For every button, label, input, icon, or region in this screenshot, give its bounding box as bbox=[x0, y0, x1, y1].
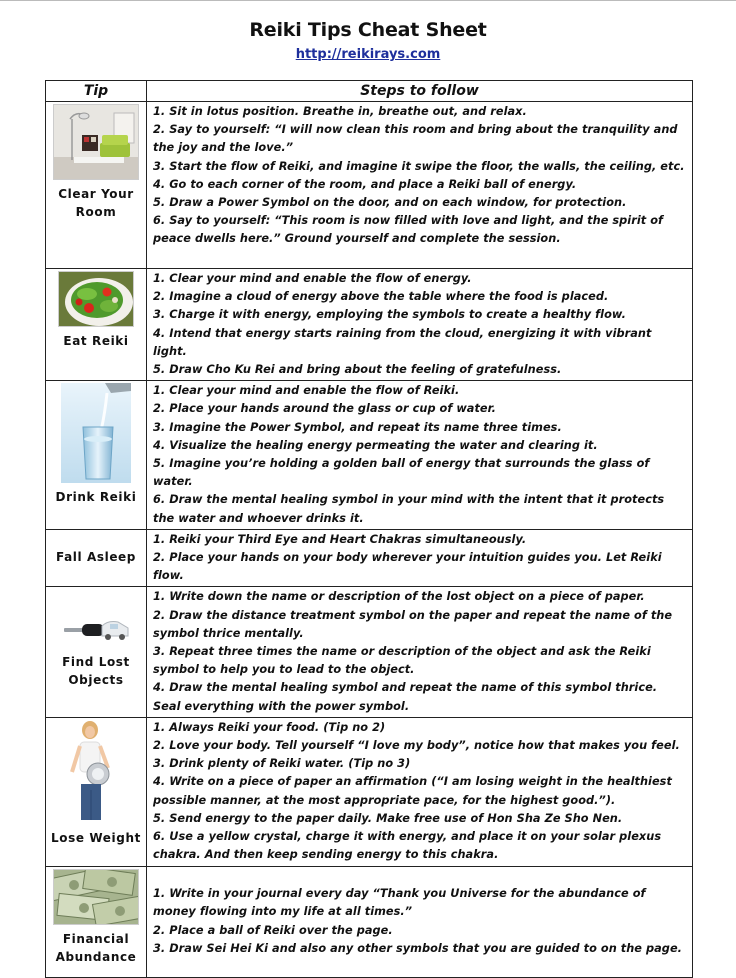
tip-label: Fall Asleep bbox=[55, 550, 136, 565]
tip-cell bbox=[46, 102, 147, 269]
step-text: 6. Say to yourself: “This room is now filled with love and light, and the spirit of peace dwells here.” Ground yourself and complete the session. bbox=[153, 214, 663, 246]
table-row bbox=[46, 269, 693, 381]
step-text: 1. Reiki your Third Eye and Heart Chakras simultaneously. bbox=[153, 532, 527, 546]
page-title: Reiki Tips Cheat Sheet bbox=[249, 19, 487, 41]
table-row bbox=[46, 529, 693, 587]
step-text: 1. Clear your mind and enable the flow of energy. bbox=[153, 272, 472, 285]
step-text: 5. Draw Cho Ku Rei and bring about the feeling of gratefulness. bbox=[153, 363, 562, 377]
step-text: 4. Visualize the healing energy permeating the water and clearing it. bbox=[153, 438, 598, 452]
step-text: 2. Place your hands around the glass or cup of water. bbox=[153, 402, 496, 416]
tip-label: Clear Your Room bbox=[58, 187, 134, 219]
tip-cell bbox=[46, 866, 147, 977]
step-text: 4. Draw the mental healing symbol and repeat the name of this symbol thrice. Seal everything with the power symbol. bbox=[153, 681, 658, 713]
table-row bbox=[46, 717, 693, 866]
steps-cell bbox=[147, 269, 693, 381]
step-text: 5. Draw a Power Symbol on the door, and on each window, for protection. bbox=[153, 196, 627, 210]
step-text: 3. Repeat three times the name or description of the object and ask the Reiki symbol to help you to lead to the object. bbox=[153, 645, 651, 677]
step-text: 3. Charge it with energy, employing the symbols to create a healthy flow. bbox=[153, 308, 626, 322]
column-header-steps: Steps to follow bbox=[147, 81, 693, 102]
site-link[interactable]: http://reikirays.com bbox=[295, 47, 441, 62]
step-text: 2. Say to yourself: “I will now clean this room and bring about the tranquility and the joy and the love.” bbox=[153, 123, 678, 155]
steps-cell bbox=[147, 102, 693, 269]
step-text: 1. Always Reiki your food. (Tip no 2) bbox=[153, 720, 386, 734]
car-key-photo bbox=[58, 614, 134, 648]
money-photo bbox=[53, 869, 139, 925]
steps-cell bbox=[147, 529, 693, 587]
step-text: 6. Draw the mental healing symbol in your mind with the intent that it protects the water and whoever drinks it. bbox=[153, 493, 665, 525]
column-header-tip: Tip bbox=[46, 81, 147, 102]
salad-photo bbox=[58, 271, 134, 327]
steps-cell bbox=[147, 717, 693, 866]
tip-label: Lose Weight bbox=[51, 830, 141, 845]
header bbox=[0, 18, 736, 62]
water-glass-photo bbox=[61, 383, 131, 483]
woman-scale-photo bbox=[68, 720, 124, 824]
step-text: 2. Place a ball of Reiki over the page. bbox=[153, 923, 393, 937]
step-text: 3. Imagine the Power Symbol, and repeat its name three times. bbox=[153, 420, 562, 434]
step-text: 1. Write down the name or description of the lost object on a piece of paper. bbox=[153, 590, 645, 604]
step-text: 3. Drink plenty of Reiki water. (Tip no 3) bbox=[153, 757, 411, 771]
step-text: 2. Draw the distance treatment symbol on the paper and repeat the name of the symbol thrice mentally. bbox=[153, 608, 673, 640]
steps-cell bbox=[147, 587, 693, 717]
step-text: 1. Write in your journal every day “Thank you Universe for the abundance of money flowing into my life at all times.” bbox=[153, 887, 646, 919]
tip-cell bbox=[46, 717, 147, 866]
step-text: 4. Intend that energy starts raining from the cloud, energizing it with vibrant light. bbox=[153, 326, 652, 358]
tip-label: Eat Reiki bbox=[63, 334, 129, 348]
step-text: 2. Imagine a cloud of energy above the table where the food is placed. bbox=[153, 290, 609, 304]
steps-cell bbox=[147, 381, 693, 530]
tip-cell bbox=[46, 587, 147, 717]
step-text: 5. Imagine you’re holding a golden ball of energy that surrounds the glass of water. bbox=[153, 457, 650, 489]
tip-cell bbox=[46, 269, 147, 381]
step-text: 1. Clear your mind and enable the flow of Reiki. bbox=[153, 384, 460, 398]
tip-label: Drink Reiki bbox=[55, 490, 137, 505]
step-text: 5. Send energy to the paper daily. Make free use of Hon Sha Ze Sho Nen. bbox=[153, 811, 623, 825]
step-text: 3. Draw Sei Hei Ki and also any other symbols that you are guided to on the page. bbox=[153, 941, 683, 955]
tips-table bbox=[45, 80, 693, 978]
room-photo bbox=[53, 104, 139, 180]
page-top-edge bbox=[0, 0, 736, 1]
table-row bbox=[46, 102, 693, 269]
step-text: 2. Love your body. Tell yourself “I love my body”, notice how that makes you feel. bbox=[153, 739, 680, 753]
step-text: 4. Go to each corner of the room, and place a Reiki ball of energy. bbox=[153, 177, 577, 191]
step-text: 6. Use a yellow crystal, charge it with energy, and place it on your solar plexus chakra. And then keep sending energy to this chakra. bbox=[153, 830, 662, 862]
step-text: 3. Start the flow of Reiki, and imagine it swipe the floor, the walls, the ceiling, etc. bbox=[153, 159, 685, 173]
table-row bbox=[46, 381, 693, 530]
step-text: 2. Place your hands on your body wherever your intuition guides you. Let Reiki flow. bbox=[153, 551, 662, 583]
step-text: 4. Write on a piece of paper an affirmation (“I am losing weight in the healthiest possible manner, at the most appropriate pace, for the highest good.”). bbox=[153, 775, 672, 807]
steps-cell bbox=[147, 866, 693, 977]
tip-label: Financial Abundance bbox=[55, 931, 137, 964]
table-row bbox=[46, 866, 693, 977]
tip-cell bbox=[46, 529, 147, 587]
step-text: 1. Sit in lotus position. Breathe in, breathe out, and relax. bbox=[153, 105, 527, 118]
tip-cell bbox=[46, 381, 147, 530]
table-row bbox=[46, 587, 693, 717]
table-header-row bbox=[46, 81, 693, 102]
tip-label: Find Lost Objects bbox=[62, 654, 130, 687]
